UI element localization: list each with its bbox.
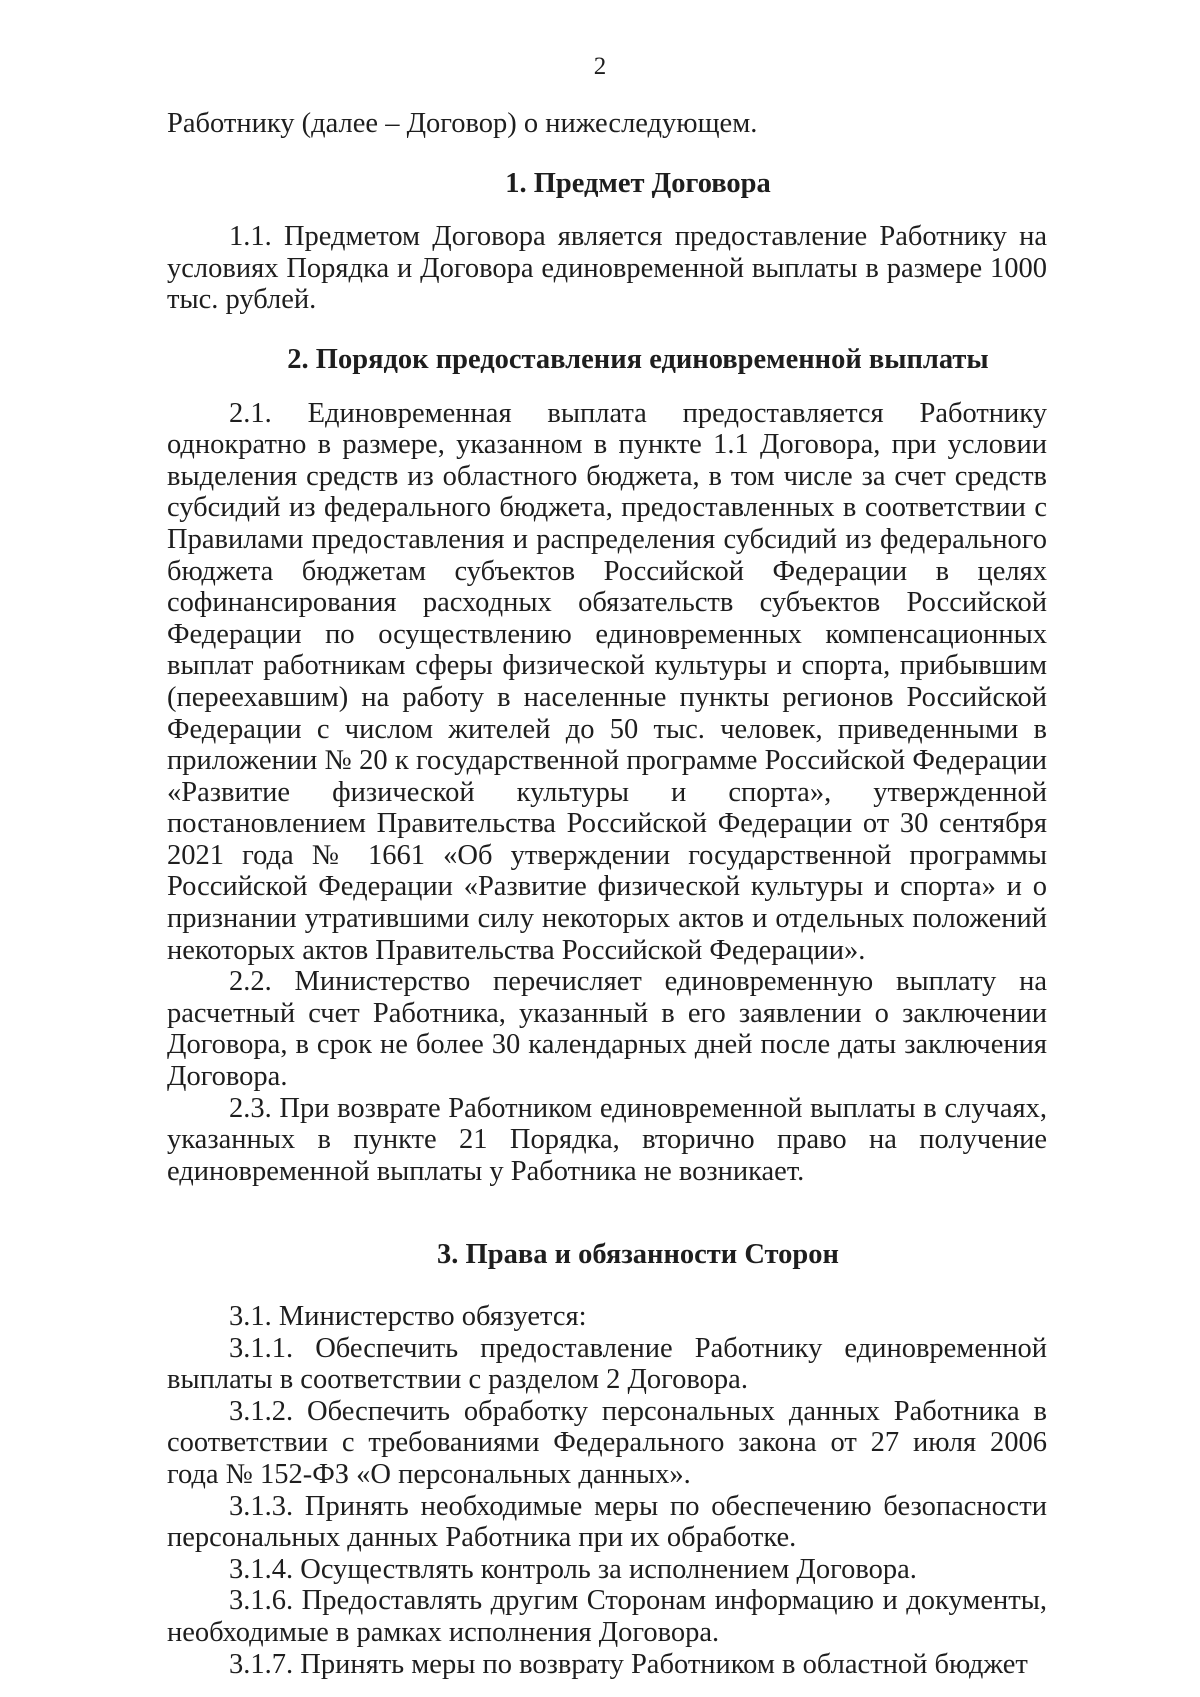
paragraph-3-1-7: 3.1.7. Принять меры по возврату Работником в областной бюджет bbox=[229, 1648, 1028, 1680]
paragraph-3-1-3: 3.1.3. Принять необходимые меры по обеспечению безопасности персональных данных Работника при их обработке. bbox=[167, 1490, 1047, 1554]
paragraph-3-1-1: 3.1.1. Обеспечить предоставление Работнику единовременной выплаты в соответствии с разделом 2 Договора. bbox=[167, 1332, 1047, 1396]
paragraph-1-1: 1.1. Предметом Договора является предоставление Работнику на условиях Порядка и Договора единовременной выплаты в размере 1000 тыс. рублей. bbox=[167, 221, 1047, 316]
paragraph-3-1: 3.1. Министерство обязуется: bbox=[229, 1301, 587, 1332]
document-body bbox=[167, 108, 1047, 1680]
page-number: 2 bbox=[593, 53, 607, 80]
paragraph-3-1-6: 3.1.6. Предоставлять другим Сторонам информацию и документы, необходимые в рамках исполнения Договора. bbox=[167, 1585, 1047, 1648]
section-1-heading: 1. Предмет Договора bbox=[505, 167, 771, 199]
paragraph-2-2: 2.2. Министерство перечисляет единовременную выплату на расчетный счет Работника, указанный в его заявлении о заключении Договора, в срок не более 30 календарных дней после даты заключения Договора. bbox=[167, 966, 1047, 1093]
section-3-heading: 3. Права и обязанности Сторон bbox=[437, 1239, 839, 1271]
paragraph-3-1-2: 3.1.2. Обеспечить обработку персональных данных Работника в соответствии с требованиями Федерального закона от 27 июля 2006 года № 152-ФЗ «О персональных данных». bbox=[167, 1395, 1047, 1490]
section-2-heading: 2. Порядок предоставления единовременной выплаты bbox=[287, 343, 989, 375]
paragraph-2-3: 2.3. При возврате Работником единовременной выплаты в случаях, указанных в пункте 21 Порядка, вторично право на получение единовременной выплаты у Работника не возникает. bbox=[167, 1092, 1047, 1187]
paragraph-2-1: 2.1. Единовременная выплата предоставляется Работнику однократно в размере, указанном в пункте 1.1 Договора, при условии выделения средств из областного бюджета, в том числе за счет средств субсидий из федерального бюджета, предоставленных в соответствии с Правилами предоставления и распределения субсидий из федерального бюджета бюджетам субъектов Российской Федерации в целях софинансирования расходных обязательств субъектов Российской Федерации по осуществлению единовременных компенсационных выплат работникам сферы физической культуры и спорта, прибывшим (переехавшим) на работу в населенные пункты регионов Российской Федерации с числом жителей до 50 тыс. человек, приведенными в приложении № 20 к государственной программе Российской Федерации «Развитие физической культуры и спорта», утвержденной постановлением Правительства Российской Федерации от 30 сентября 2021 года № 1661 «Об утверждении государственной программы Российской Федерации «Развитие физической культуры и спорта» и о признании утратившими силу некоторых актов и отдельных положений некоторых актов Правительства Российской Федерации». bbox=[167, 397, 1047, 966]
intro-paragraph: Работнику (далее – Договор) о нижеследующем. bbox=[167, 108, 758, 139]
paragraph-3-1-4: 3.1.4. Осуществлять контроль за исполнением Договора. bbox=[229, 1553, 917, 1585]
